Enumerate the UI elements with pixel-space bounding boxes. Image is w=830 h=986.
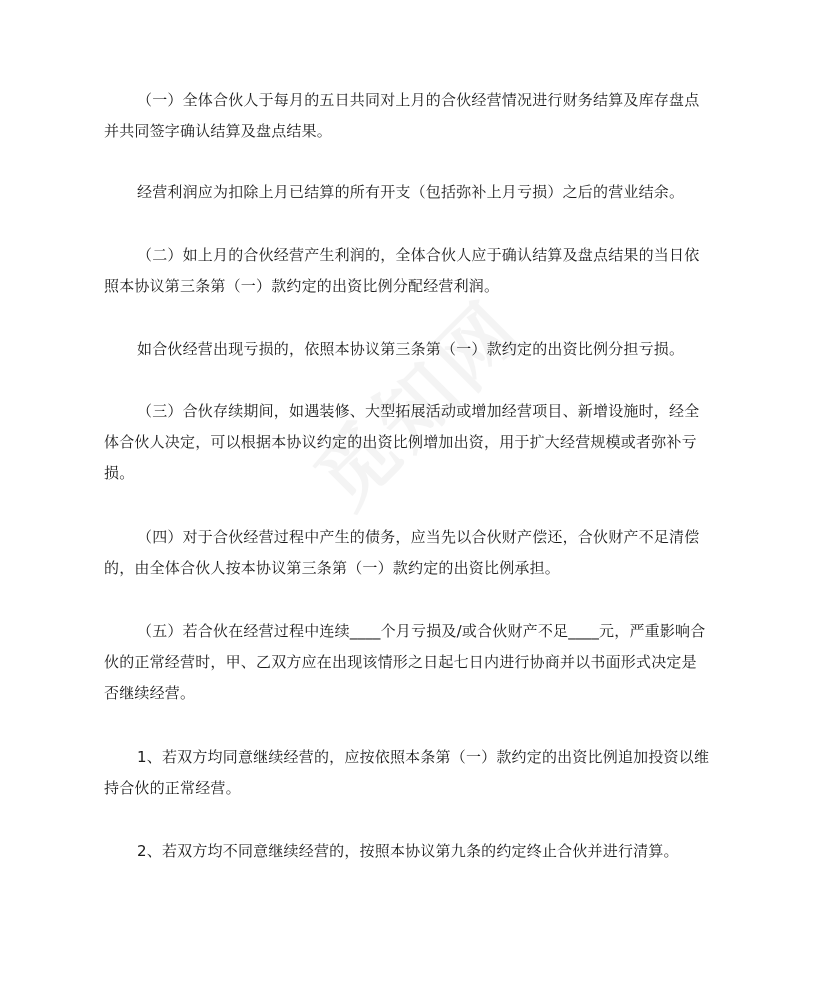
paragraph-line: 照本协议第三条第（一）款约定的出资比例分配经营利润。 bbox=[104, 277, 500, 295]
paragraph-line: 否继续经营。 bbox=[104, 684, 196, 702]
paragraph-line: （一）全体合伙人于每月的五日共同对上月的合伙经营情况进行财务结算及库存盘点 bbox=[137, 91, 700, 109]
paragraph-line: 损。 bbox=[104, 464, 135, 482]
paragraph-line: 2、若双方均不同意继续经营的，按照本协议第九条的约定终止合伙并进行清算。 bbox=[137, 842, 679, 860]
paragraph-line: 经营利润应为扣除上月已结算的所有开支（包括弥补上月亏损）之后的营业结余。 bbox=[137, 183, 685, 201]
paragraph-5 bbox=[104, 396, 730, 489]
paragraph-line: （二）如上月的合伙经营产生利润的，全体合伙人应于确认结算及盘点结果的当日依 bbox=[137, 246, 700, 264]
paragraph-line: 体合伙人决定，可以根据本协议约定的出资比例增加出资，用于扩大经营规模或者弥补亏 bbox=[104, 433, 697, 451]
paragraph-line: 持合伙的正常经营。 bbox=[104, 779, 241, 797]
paragraph-2 bbox=[104, 177, 730, 208]
paragraph-9 bbox=[104, 836, 730, 867]
paragraph-line: 的，由全体合伙人按本协议第三条第（一）款约定的出资比例承担。 bbox=[104, 559, 561, 577]
paragraph-line: 并共同签字确认结算及盘点结果。 bbox=[104, 122, 333, 140]
paragraph-1 bbox=[104, 85, 730, 147]
paragraph-line: （四）对于合伙经营过程中产生的债务，应当先以合伙财产偿还，合伙财产不足清偿 bbox=[137, 528, 700, 546]
paragraph-line: （五）若合伙在经营过程中连续____个月亏损及/或合伙财产不足____元，严重影响合 bbox=[137, 622, 706, 640]
paragraph-8 bbox=[104, 742, 730, 804]
paragraph-line: 如合伙经营出现亏损的，依照本协议第三条第（一）款约定的出资比例分担亏损。 bbox=[137, 340, 685, 358]
paragraph-line: 伙的正常经营时，甲、乙双方应在出现该情形之日起七日内进行协商并以书面形式决定是 bbox=[104, 653, 697, 671]
paragraph-3 bbox=[104, 240, 730, 302]
paragraph-7 bbox=[104, 616, 730, 709]
paragraph-4 bbox=[104, 334, 730, 365]
paragraph-6 bbox=[104, 522, 730, 584]
paragraph-line: （三）合伙存续期间，如遇装修、大型拓展活动或增加经营项目、新增设施时，经全 bbox=[137, 402, 700, 420]
paragraph-line: 1、若双方均同意继续经营的，应按依照本条第（一）款约定的出资比例追加投资以维 bbox=[137, 748, 710, 766]
